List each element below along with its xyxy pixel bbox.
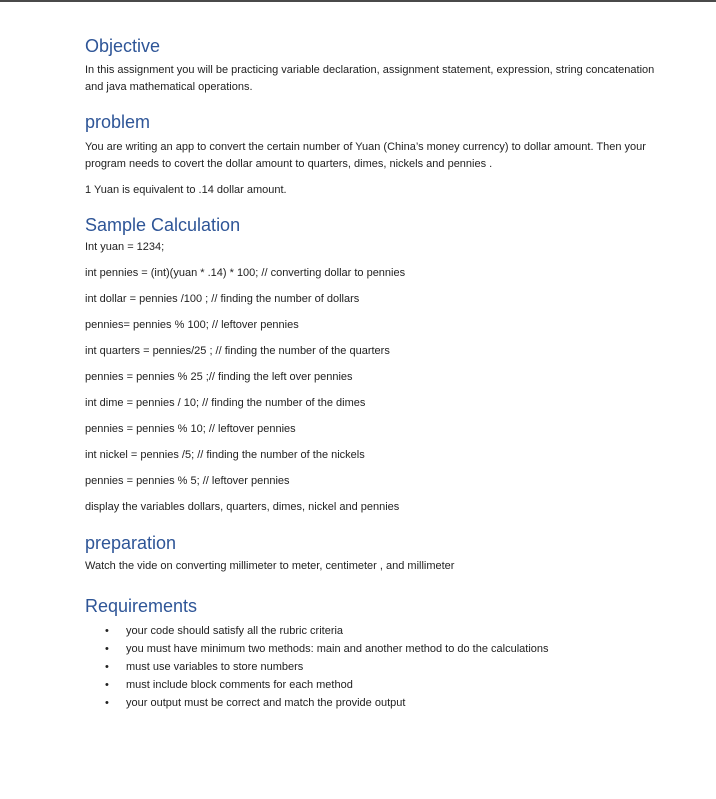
requirement-text: your output must be correct and match the provide output — [126, 697, 406, 709]
requirement-item — [85, 622, 665, 640]
requirement-text: must use variables to store numbers — [126, 661, 304, 673]
preparation-text: Watch the vide on converting millimeter to meter, centimeter , and millimeter — [85, 560, 455, 572]
requirement-item — [85, 658, 665, 676]
code-line: pennies = pennies % 10; // leftover pennies — [85, 423, 296, 435]
problem-heading: problem — [85, 112, 151, 132]
objective-heading: Objective — [85, 36, 161, 56]
requirement-text: you must have minimum two methods: main and another method to do the calculations — [126, 643, 549, 655]
requirement-text: must include block comments for each method — [126, 679, 353, 691]
code-line: int dime = pennies / 10; // finding the number of the dimes — [85, 397, 366, 409]
requirements-section — [85, 594, 665, 712]
requirement-item — [85, 676, 665, 694]
preparation-heading: preparation — [85, 533, 177, 553]
code-line: Int yuan = 1234; — [85, 241, 165, 253]
code-line: pennies = pennies % 25 ;// finding the left over pennies — [85, 371, 353, 383]
objective-section — [85, 34, 665, 96]
bullet-icon: • — [105, 625, 109, 637]
conversion-rate-text: 1 Yuan is equivalent to .14 dollar amount. — [85, 184, 287, 196]
top-border — [0, 0, 716, 2]
sample-code-lines — [85, 239, 665, 516]
objective-text: In this assignment you will be practicing variable declaration, assignment statement, expression, string concatenation and java mathematical operations. — [85, 64, 655, 93]
requirement-item — [85, 694, 665, 712]
code-line: pennies= pennies % 100; // leftover pennies — [85, 319, 299, 331]
code-line: int dollar = pennies /100 ; // finding the number of dollars — [85, 293, 360, 305]
code-line: display the variables dollars, quarters, dimes, nickel and pennies — [85, 501, 400, 513]
bullet-icon: • — [105, 697, 109, 709]
code-line: int nickel = pennies /5; // finding the number of the nickels — [85, 449, 365, 461]
code-line: int pennies = (int)(yuan * .14) * 100; // converting dollar to pennies — [85, 267, 406, 279]
code-line: int quarters = pennies/25 ; // finding the number of the quarters — [85, 345, 390, 357]
problem-paragraph: You are writing an app to convert the certain number of Yuan (China’s money currency) to dollar amount. Then your program needs to covert the dollar amount to quarters, dimes, nickels and pennies . — [85, 141, 646, 170]
sample-calculation-section — [85, 213, 665, 516]
bullet-icon: • — [105, 643, 109, 655]
preparation-section — [85, 531, 665, 575]
code-line: pennies = pennies % 5; // leftover pennies — [85, 475, 290, 487]
requirements-list — [85, 622, 665, 712]
requirement-item — [85, 640, 665, 658]
sample-calculation-heading: Sample Calculation — [85, 215, 241, 235]
document-page — [85, 34, 665, 712]
problem-section — [85, 110, 665, 199]
requirements-heading: Requirements — [85, 596, 198, 616]
bullet-icon: • — [105, 679, 109, 691]
requirement-text: your code should satisfy all the rubric criteria — [126, 625, 344, 637]
bullet-icon: • — [105, 661, 109, 673]
